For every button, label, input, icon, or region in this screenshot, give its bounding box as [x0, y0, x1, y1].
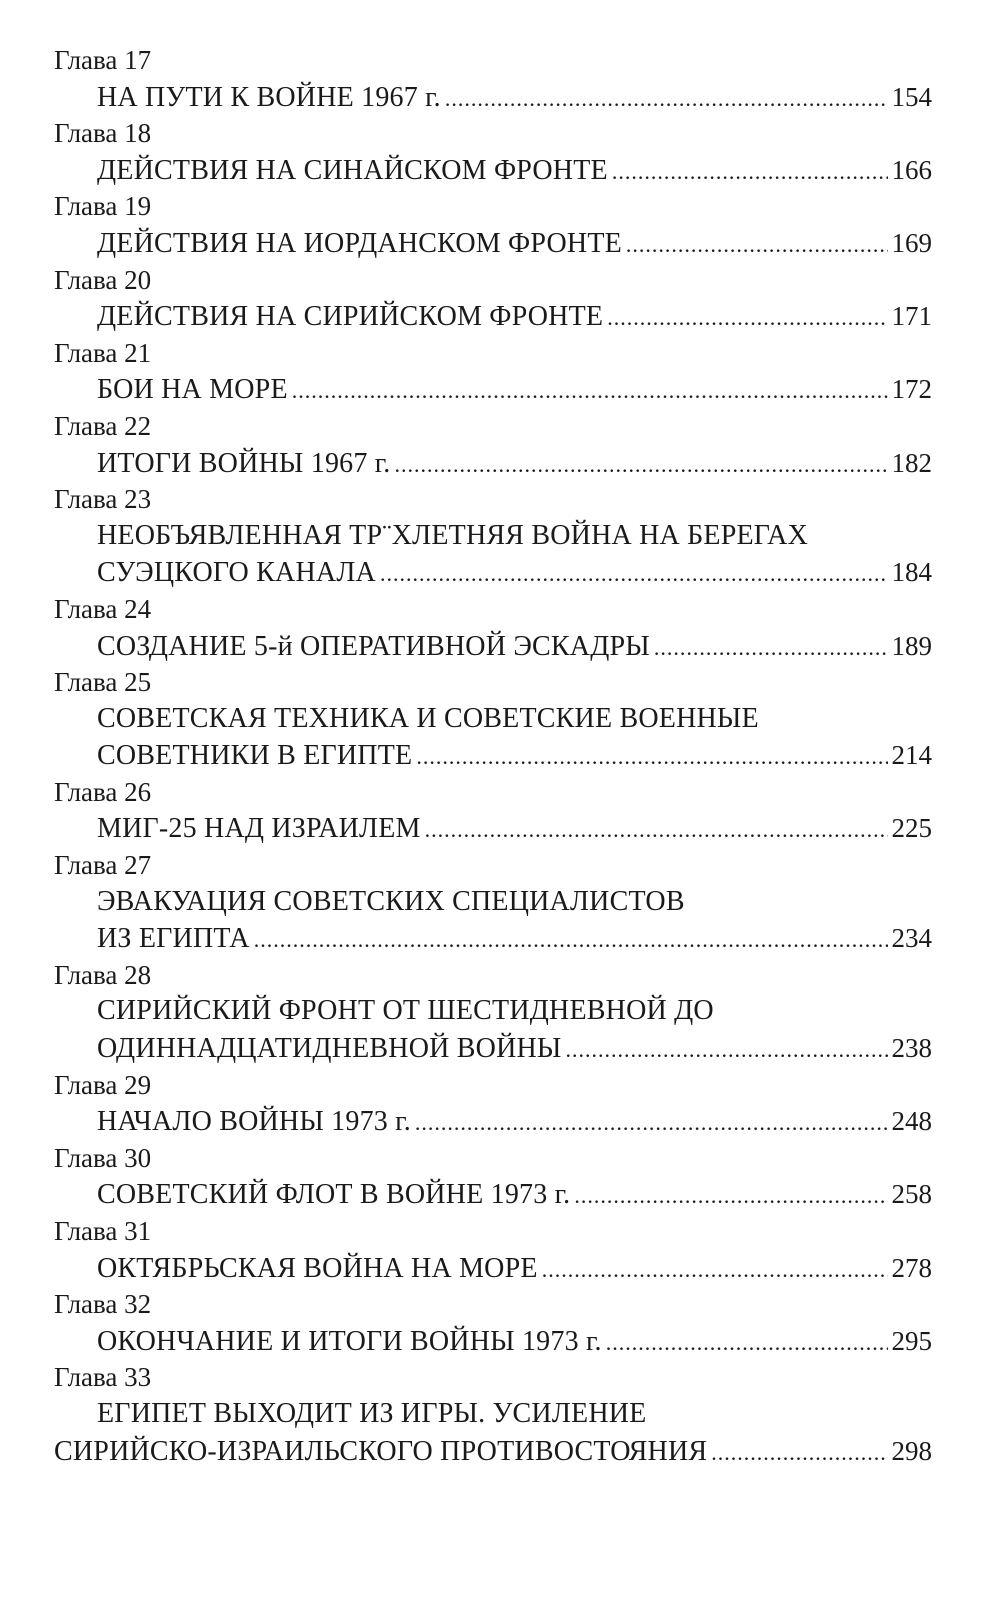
chapter-title-final-line — [97, 1176, 932, 1213]
chapter-title-final-line — [97, 79, 932, 116]
toc-entry — [54, 847, 932, 957]
chapter-title-final-line — [97, 152, 932, 189]
chapter-label: Глава 18 — [54, 118, 152, 149]
toc-entry — [54, 591, 932, 664]
chapter-title-text: МИГ-25 НАД ИЗРАИЛЕМ — [97, 813, 421, 845]
dot-leader — [626, 226, 888, 264]
chapter-label: Глава 24 — [54, 593, 152, 624]
page-number: 189 — [891, 630, 932, 661]
chapter-label: Глава 26 — [54, 776, 152, 807]
chapter-title-final-line — [97, 445, 932, 482]
chapter-title — [54, 701, 932, 774]
chapter-title-final-line — [97, 628, 932, 665]
chapter-label: Глава 33 — [54, 1362, 152, 1393]
chapter-title — [54, 1103, 932, 1140]
chapter-title-text: СОЗДАНИЕ 5-й ОПЕРАТИВНОЙ ЭСКАДРЫ — [97, 630, 650, 662]
dot-leader — [566, 1031, 888, 1069]
dot-leader — [415, 1104, 888, 1142]
chapter-title-text: ИЗ ЕГИПТА — [97, 923, 250, 955]
dot-leader — [425, 811, 888, 849]
chapter-title-final-line — [54, 1433, 932, 1470]
page-number: 234 — [891, 923, 932, 954]
chapter-title — [54, 1176, 932, 1213]
page-number: 295 — [891, 1325, 932, 1356]
chapter-title-final-line — [97, 298, 932, 335]
chapter-title — [54, 1250, 932, 1287]
chapter-label: Глава 32 — [54, 1289, 152, 1320]
chapter-label: Глава 31 — [54, 1216, 152, 1246]
chapter-title-text: ОКОНЧАНИЕ И ИТОГИ ВОЙНЫ 1973 г. — [97, 1325, 602, 1357]
chapter-title-line: НЕОБЪЯВЛЕННАЯ ТР¨ХЛЕТНЯЯ ВОЙНА НА БЕРЕГАХ — [97, 519, 808, 551]
toc-entry — [54, 188, 932, 261]
chapter-title-final-line — [97, 810, 932, 847]
page-number: 298 — [891, 1435, 932, 1466]
chapter-title-final-line — [97, 371, 932, 408]
chapter-title — [54, 152, 932, 189]
chapter-title-text: ОДИННАДЦАТИДНЕВНОЙ ВОЙНЫ — [97, 1033, 562, 1065]
chapter-title-text: НАЧАЛО ВОЙНЫ 1973 г. — [97, 1106, 411, 1138]
chapter-title-final-line — [97, 225, 932, 262]
chapter-title — [54, 628, 932, 665]
chapter-title-text: ОКТЯБРЬСКАЯ ВОЙНА НА МОРЕ — [97, 1252, 538, 1284]
chapter-label: Глава 30 — [54, 1142, 152, 1173]
chapter-title-text: ДЕЙСТВИЯ НА ИОРДАНСКОМ ФРОНТЕ — [97, 227, 622, 259]
chapter-title-text: ИТОГИ ВОЙНЫ 1967 г. — [97, 447, 391, 479]
chapter-title-text: СУЭЦКОГО КАНАЛА — [97, 557, 376, 589]
chapter-title-text: СИРИЙСКО-ИЗРАИЛЬСКОГО ПРОТИВОСТОЯНИЯ — [54, 1435, 708, 1467]
toc-entry — [54, 262, 932, 335]
chapter-title-text: БОИ НА МОРЕ — [97, 374, 288, 406]
chapter-title-final-line — [97, 920, 932, 957]
chapter-label: Глава 22 — [54, 410, 152, 441]
toc-entry — [54, 42, 932, 115]
dot-leader — [654, 629, 888, 667]
chapter-title-line: СИРИЙСКИЙ ФРОНТ ОТ ШЕСТИДНЕВНОЙ ДО — [97, 995, 714, 1027]
page-number: 214 — [891, 740, 932, 771]
chapter-title-final-line — [97, 1030, 932, 1067]
chapter-label: Глава 27 — [54, 850, 152, 881]
chapter-title — [54, 884, 932, 957]
chapter-title — [54, 445, 932, 482]
chapter-title-final-line — [97, 554, 932, 591]
dot-leader — [394, 446, 887, 484]
toc-entry — [54, 957, 932, 1067]
chapter-title-final-line — [97, 1323, 932, 1360]
chapter-title — [54, 993, 932, 1066]
chapter-label: Глава 28 — [54, 959, 152, 990]
toc-entry — [54, 115, 932, 188]
page-number: 182 — [891, 447, 932, 478]
page-number: 184 — [891, 557, 932, 588]
toc-entry — [54, 1140, 932, 1213]
chapter-label: Глава 21 — [54, 337, 152, 368]
table-of-contents — [54, 42, 932, 1469]
chapter-label: Глава 17 — [54, 45, 152, 75]
dot-leader — [607, 299, 887, 337]
chapter-label: Глава 23 — [54, 484, 152, 515]
dot-leader — [445, 80, 888, 118]
chapter-label: Глава 25 — [54, 667, 152, 698]
dot-leader — [380, 555, 888, 593]
chapter-title-text: СОВЕТСКИЙ ФЛОТ В ВОЙНЕ 1973 г. — [97, 1179, 571, 1211]
dot-leader — [292, 372, 888, 410]
dot-leader — [711, 1434, 887, 1472]
chapter-title — [54, 298, 932, 335]
page-number: 238 — [891, 1033, 932, 1064]
page-number: 172 — [891, 374, 932, 405]
chapter-title-line: ЕГИПЕТ ВЫХОДИТ ИЗ ИГРЫ. УСИЛЕНИЕ — [97, 1397, 647, 1429]
page-number: 225 — [891, 813, 932, 844]
page-number: 154 — [891, 81, 932, 112]
toc-entry — [54, 335, 932, 408]
chapter-title-text: ДЕЙСТВИЯ НА СИРИЙСКОМ ФРОНТЕ — [97, 301, 604, 333]
page-number: 166 — [891, 154, 932, 185]
toc-entry — [54, 1286, 932, 1359]
chapter-title — [54, 371, 932, 408]
toc-entry — [54, 1213, 932, 1286]
dot-leader — [612, 153, 888, 191]
chapter-title-line: СОВЕТСКАЯ ТЕХНИКА И СОВЕТСКИЕ ВОЕННЫЕ — [97, 702, 759, 734]
dot-leader — [606, 1324, 888, 1362]
dot-leader — [254, 921, 888, 959]
dot-leader — [574, 1177, 887, 1215]
toc-entry — [54, 481, 932, 591]
chapter-title — [54, 225, 932, 262]
toc-entry — [54, 408, 932, 481]
page-number: 258 — [891, 1179, 932, 1210]
page-number: 171 — [891, 301, 932, 332]
chapter-title-line: ЭВАКУАЦИЯ СОВЕТСКИХ СПЕЦИАЛИСТОВ — [97, 885, 685, 917]
toc-entry — [54, 664, 932, 774]
chapter-label: Глава 20 — [54, 264, 152, 295]
dot-leader — [416, 738, 887, 776]
page-number: 278 — [891, 1252, 932, 1283]
chapter-label: Глава 29 — [54, 1069, 152, 1100]
dot-leader — [542, 1251, 888, 1289]
chapter-title-text: НА ПУТИ К ВОЙНЕ 1967 г. — [97, 81, 441, 113]
chapter-title-final-line — [97, 1103, 932, 1140]
toc-entry — [54, 1359, 932, 1469]
toc-entry — [54, 1067, 932, 1140]
chapter-title — [54, 1396, 932, 1469]
chapter-title — [54, 810, 932, 847]
chapter-title-final-line — [97, 737, 932, 774]
page-number: 169 — [891, 227, 932, 258]
page-number: 248 — [891, 1106, 932, 1137]
chapter-title — [54, 79, 932, 116]
chapter-title — [54, 1323, 932, 1360]
chapter-title-final-line — [97, 1250, 932, 1287]
chapter-label: Глава 19 — [54, 191, 152, 222]
chapter-title — [54, 518, 932, 591]
chapter-title-text: ДЕЙСТВИЯ НА СИНАЙСКОМ ФРОНТЕ — [97, 154, 608, 186]
toc-entry — [54, 774, 932, 847]
chapter-title-text: СОВЕТНИКИ В ЕГИПТЕ — [97, 740, 413, 772]
